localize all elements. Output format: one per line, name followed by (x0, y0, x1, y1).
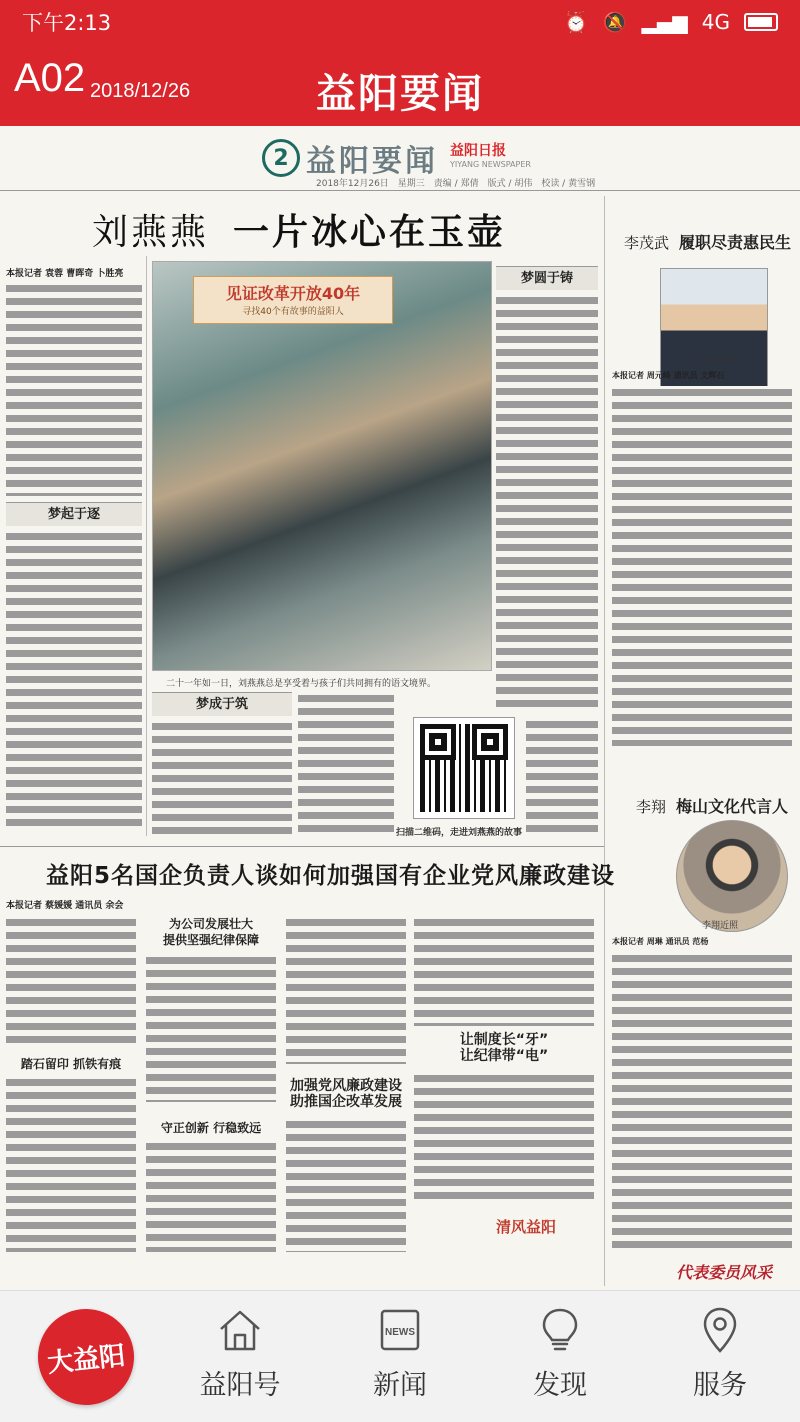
nav-item-yiyanghao[interactable] (180, 1305, 300, 1415)
divider (604, 196, 605, 1286)
section-head: 梦成于筑 (152, 692, 292, 716)
profile-byline: 本报记者 周元峰 通讯员 文辉石 (612, 371, 725, 380)
divider (0, 846, 604, 847)
profile-photo[interactable] (676, 820, 788, 932)
profile-photo-caption: 李茂武近照 (692, 355, 738, 365)
paper-brand (450, 145, 531, 171)
nav-label: 益阳号 (199, 1370, 281, 1401)
text-column (152, 720, 292, 838)
page-code[interactable]: A02 (14, 56, 86, 100)
paper-name-en: YIYANG NEWSPAPER (450, 160, 531, 169)
profile-name: 李翔 (636, 798, 667, 816)
text-column (6, 530, 142, 830)
profile-title: 梅山文化代言人 (676, 797, 789, 816)
page-title: 益阳要闻 (316, 71, 484, 117)
masthead (262, 136, 531, 180)
section-head: 梦起于逐 (6, 502, 142, 526)
section-head: 梦圆于铸 (496, 266, 598, 290)
profile-byline: 本报记者 周琳 通讯员 范杨 (612, 937, 709, 946)
text-column (496, 294, 598, 712)
svg-text:NEWS: NEWS (385, 1327, 415, 1338)
text-column (146, 1140, 276, 1252)
profile-photo-caption: 李翔近照 (702, 921, 739, 931)
second-byline: 本报记者 蔡媛媛 通讯员 余会 (6, 901, 124, 911)
nav-item-discover[interactable] (500, 1305, 620, 1415)
qr-caption: 扫描二维码，走进刘燕燕的故事 (396, 828, 523, 838)
subhead: 踏石留印 抓铁有痕 (20, 1057, 122, 1071)
home-icon (215, 1305, 265, 1355)
app-header (0, 44, 800, 126)
nav-label: 新闻 (373, 1370, 427, 1401)
home-logo-button[interactable]: 大益阳 (33, 1304, 139, 1410)
text-column (146, 954, 276, 1102)
subhead: 让制度长“牙” 让纪律带“电” (459, 1032, 549, 1064)
text-column (414, 916, 594, 1026)
profile-heading[interactable] (636, 794, 788, 817)
network-type: 4G (701, 10, 730, 34)
headline-name: 刘燕燕 (92, 212, 210, 253)
second-headline[interactable]: 益阳5名国企负责人谈如何加强国有企业党风廉政建设 (46, 863, 616, 889)
lightbulb-icon (535, 1305, 585, 1355)
text-column (6, 1076, 136, 1252)
column-logo: 代表委员风采 (676, 1263, 773, 1282)
status-icons (564, 10, 778, 34)
battery-icon (744, 13, 778, 31)
text-column (6, 282, 142, 496)
profile-title: 履职尽责惠民生 (679, 233, 792, 252)
bottom-nav (0, 1290, 800, 1422)
qr-code[interactable] (414, 718, 514, 818)
page-date: 2018/12/26 (90, 80, 191, 102)
main-photo[interactable] (152, 261, 492, 671)
nav-item-news[interactable] (340, 1305, 460, 1415)
signal-icon: ▂▄▆ (641, 10, 688, 34)
text-column (6, 916, 136, 1044)
status-time: 下午2:13 (22, 11, 112, 35)
newspaper-page[interactable] (0, 126, 800, 1290)
text-column (612, 952, 792, 1252)
location-pin-icon (695, 1305, 745, 1355)
text-column (526, 718, 598, 838)
text-column (286, 1118, 406, 1252)
nav-label: 服务 (693, 1370, 747, 1401)
nav-label: 发现 (533, 1370, 587, 1401)
text-column (286, 916, 406, 1064)
masthead-title: 益阳要闻 (306, 144, 438, 179)
status-bar (0, 0, 800, 44)
section-number: 2 (262, 139, 300, 177)
column-stamp: 清风益阳 (496, 1218, 557, 1236)
text-column (298, 692, 394, 838)
text-column (414, 1072, 594, 1202)
headline-text: 一片冰心在玉壶 (233, 212, 507, 253)
banner-main: 见证改革开放40年 (225, 284, 361, 303)
divider (146, 256, 147, 836)
news-icon (375, 1305, 425, 1355)
series-banner (193, 276, 393, 324)
profile-heading[interactable] (624, 230, 791, 253)
subhead: 守正创新 行稳致远 (160, 1121, 262, 1135)
issue-info: 2018年12月26日 星期三 责编 / 郑倩 版式 / 胡伟 校读 / 黄雪钢 (316, 179, 596, 189)
mute-icon: 🔕 (602, 10, 628, 34)
nav-item-service[interactable] (660, 1305, 780, 1415)
subhead: 为公司发展壮大 提供坚强纪律保障 (162, 917, 259, 947)
main-headline[interactable] (92, 204, 506, 255)
subhead: 加强党风廉政建设 助推国企改革发展 (290, 1078, 402, 1110)
paper-name: 益阳日报 (450, 143, 506, 159)
text-column (612, 386, 792, 746)
photo-caption: 二十一年如一日，刘燕燕总是享受着与孩子们共同拥有的语文境界。 (166, 679, 437, 689)
main-byline: 本报记者 袁蓉 曹晖奇 卜胜亮 (6, 269, 124, 279)
banner-sub: 寻找40个有故事的益阳人 (242, 307, 344, 317)
alarm-icon: ⏰ (563, 10, 589, 34)
profile-name: 李茂武 (624, 234, 670, 252)
divider (0, 190, 800, 191)
